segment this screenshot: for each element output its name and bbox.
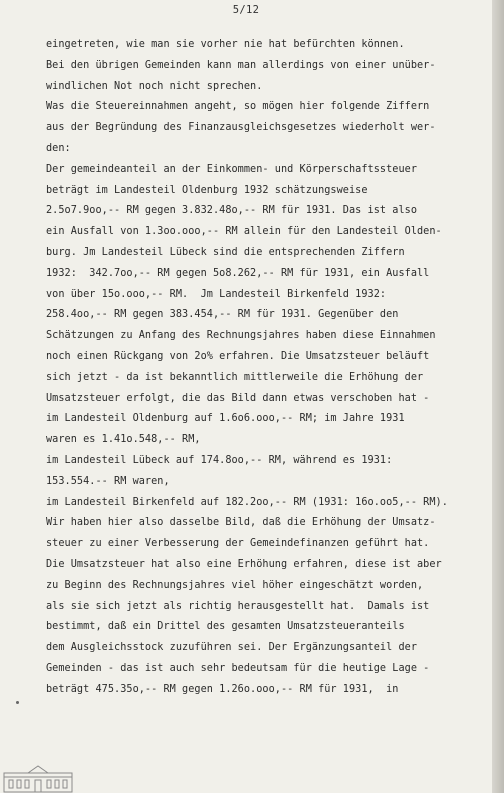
text-line: bestimmt, daß ein Drittel des gesamten Umsatzsteueranteils [46,621,405,633]
text-line: im Landesteil Lübeck auf 174.8oo,-- RM, während es 1931: [46,454,393,466]
text-line: beträgt 475.35o,-- RM gegen 1.26o.ooo,-- RM für 1931, in [46,683,399,695]
text-line: den: [46,142,71,154]
text-line: sich jetzt - da ist bekanntlich mittlerweile die Erhöhung der [46,371,424,383]
building-facade-icon [2,763,74,793]
text-line: Gemeinden - das ist auch sehr bedeutsam für die heutige Lage - [46,662,430,674]
text-line: 258.4oo,-- RM gegen 383.454,-- RM für 1931. Gegenüber den [46,309,399,321]
text-line: burg. Jm Landesteil Lübeck sind die entsprechenden Ziffern [46,246,405,258]
margin-mark [16,701,19,704]
text-line: aus der Begründung des Finanzausgleichsgesetzes wiederholt wer- [46,122,436,134]
text-line: windlichen Not noch nicht sprechen. [46,80,263,92]
text-line: als sie sich jetzt als richtig herausgestellt hat. Damals ist [46,600,430,612]
text-line: noch einen Rückgang von 2o% erfahren. Die Umsatzsteuer beläuft [46,350,430,362]
text-line: 153.554.-- RM waren, [46,475,170,487]
text-line: Umsatzsteuer erfolgt, die das Bild dann etwas verschoben hat - [46,392,430,404]
text-line: Der gemeindeanteil an der Einkommen- und Körperschaftssteuer [46,163,418,175]
text-line: von über 15o.ooo,-- RM. Jm Landesteil Birkenfeld 1932: [46,288,387,300]
text-line: im Landesteil Oldenburg auf 1.6o6.ooo,-- RM; im Jahre 1931 [46,413,405,425]
text-line: ein Ausfall von 1.3oo.ooo,-- RM allein für den Landesteil Olden- [46,226,442,238]
text-line: Die Umsatzsteuer hat also eine Erhöhung erfahren, diese ist aber [46,558,442,570]
text-line: dem Ausgleichsstock zuzuführen sei. Der Ergänzungsanteil der [46,642,418,654]
text-line: zu Beginn des Rechnungsjahres viel höher eingeschätzt worden, [46,579,424,591]
text-line: 1932: 342.7oo,-- RM gegen 5o8.262,-- RM für 1931, ein Ausfall [46,267,430,279]
text-line: steuer zu einer Verbesserung der Gemeindefinanzen geführt hat. [46,538,430,550]
page-number: 5/12 [232,4,260,16]
text-line: waren es 1.41o.548,-- RM, [46,434,201,446]
text-line: Schätzungen zu Anfang des Rechnungsjahres haben diese Einnahmen [46,330,436,342]
page-edge-shadow [492,0,504,793]
text-line: Wir haben hier also dasselbe Bild, daß die Erhöhung der Umsatz- [46,517,436,529]
text-line: Bei den übrigen Gemeinden kann man allerdings von einer unüber- [46,59,436,71]
text-line: eingetreten, wie man sie vorher nie hat befürchten können. [46,39,405,50]
text-line: beträgt im Landesteil Oldenburg 1932 schätzungsweise [46,184,368,196]
text-line: Was die Steuereinnahmen angeht, so mögen hier folgende Ziffern [46,101,430,113]
typed-text-body [46,35,490,701]
text-line: im Landesteil Birkenfeld auf 182.2oo,-- RM (1931: 16o.oo5,-- RM). [46,496,448,508]
text-line: 2.5o7.9oo,-- RM gegen 3.832.48o,-- RM für 1931. Das ist also [46,205,418,217]
